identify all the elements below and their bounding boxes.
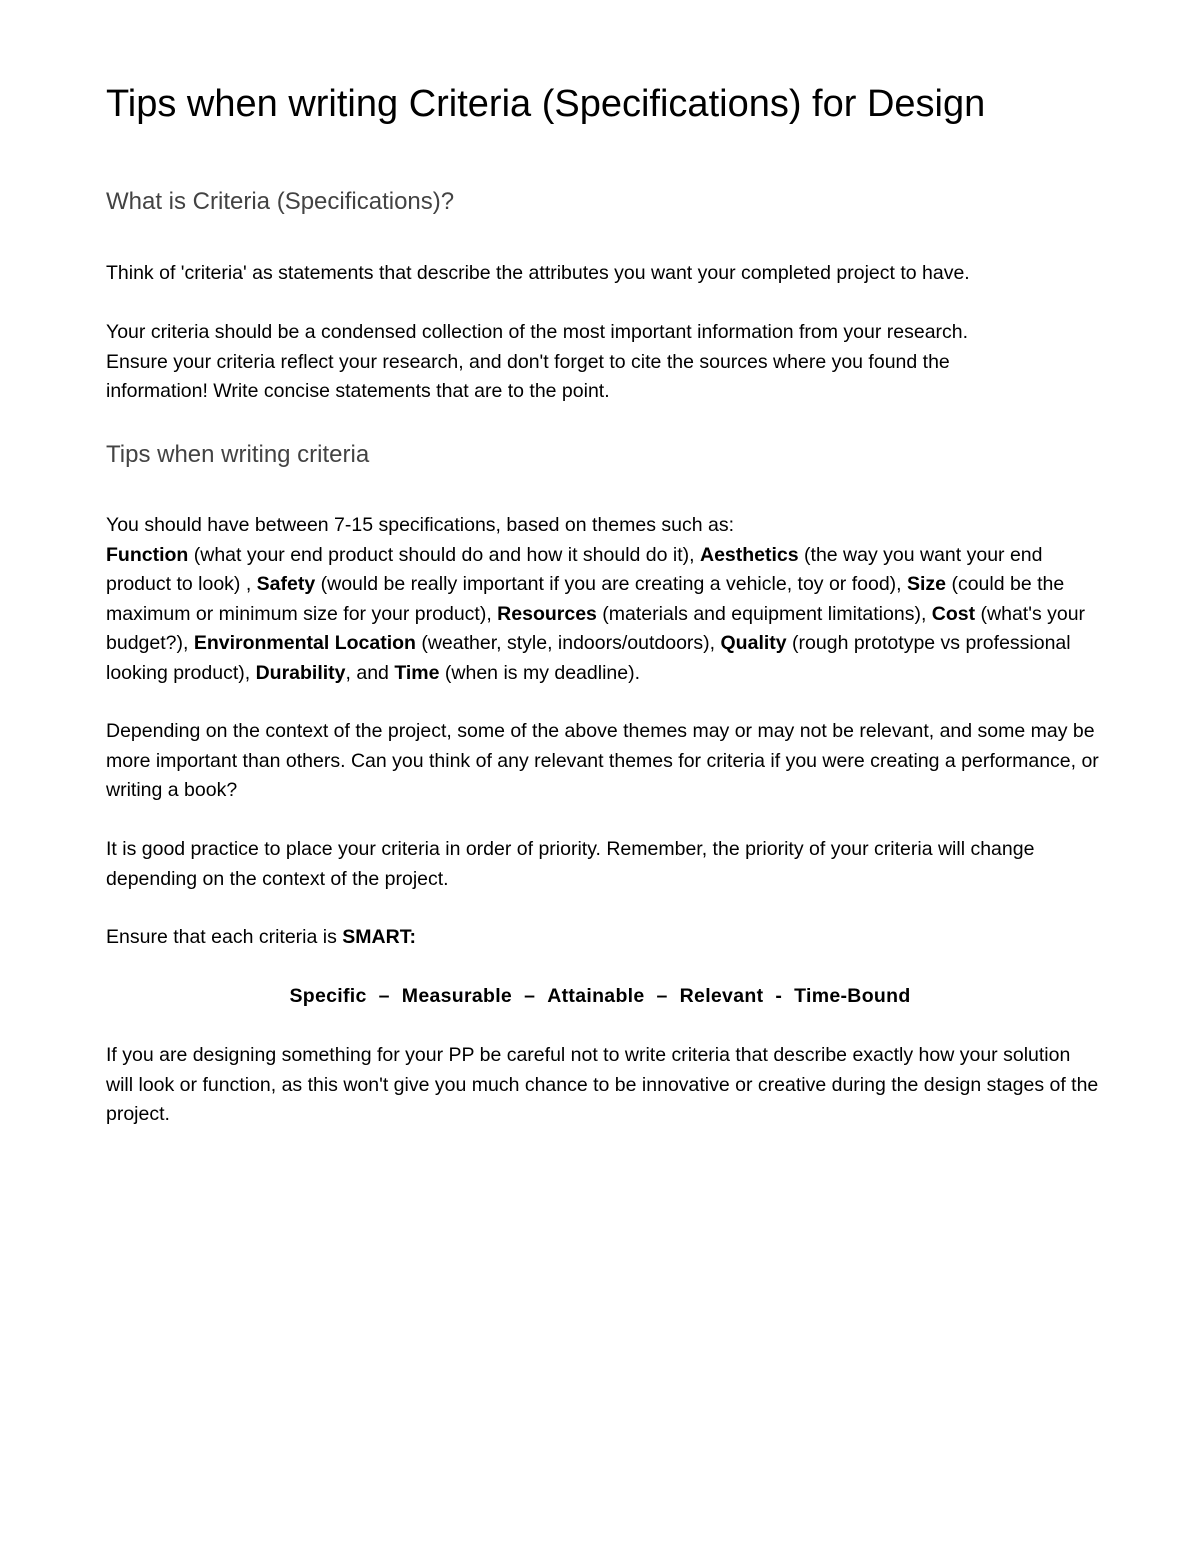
theme-desc-cost: (what's your budget?), [106,602,1086,654]
theme-desc-safety: (would be really important if you are creating a vehicle, toy or food), [315,573,907,595]
smart-acronym-row [0,982,1200,1012]
theme-term-resources: Resources [497,602,597,625]
theme-desc-aesthetics: (the way you want your end product to look) , [106,543,1043,595]
theme-desc-resources: (materials and equipment limitations), [596,602,932,625]
themes-intro: You should have between 7-15 specifications, based on themes such as: [106,514,735,536]
smart-item-measurable: Measurable [401,985,513,1007]
theme-desc-durability: , and [345,661,395,684]
theme-desc-environmental-location: (weather, style, indoors/outdoors), [415,632,721,654]
theme-term-safety: Safety [256,573,316,595]
theme-term-function: Function [106,543,189,566]
paragraph-research [106,318,1101,407]
document-title: Tips when writing Criteria (Specifications) for Design [106,83,986,125]
smart-item-specific: Specific [289,985,367,1007]
theme-term-quality: Quality [720,632,787,654]
paragraph-think-of-criteria: Think of 'criteria' as statements that describe the attributes you want your completed project to have. [106,262,970,284]
theme-term-time: Time [394,661,440,684]
theme-term-aesthetics: Aesthetics [699,543,799,566]
theme-desc-size: (could be the maximum or minimum size for your product), [106,573,1065,625]
theme-desc-function: (what your end product should do and how it should do it), [188,543,700,566]
theme-term-durability: Durability [255,661,346,684]
smart-item-time-bound: Time-Bound [794,985,911,1007]
research-line: information! Write concise statements that are to the point. [106,380,610,402]
theme-desc-time: (when is my deadline). [439,661,641,684]
paragraph-depending-on-context: Depending on the context of the project, some of the above themes may or may not be relevant, and some may be more important than others. Can you think of any relevant themes for criteria if you were creating a performance, or writing a book? [106,720,1099,801]
smart-item-attainable: Attainable [547,985,645,1007]
theme-term-environmental-location: Environmental Location [193,632,416,654]
smart-separator: - [775,985,783,1007]
paragraph-order-of-priority: It is good practice to place your criteria in order of priority. Remember, the priority of your criteria will change depending on the context of the project. [106,838,1035,890]
heading-tips-writing-criteria: Tips when writing criteria [106,441,370,468]
smart-item-relevant: Relevant [679,985,764,1007]
research-line: Ensure your criteria reflect your research, and don't forget to cite the sources where you found the [106,350,950,373]
smart-separator: – [656,985,668,1007]
paragraph-ensure-smart [106,923,1101,953]
smart-prefix: Ensure that each criteria is [106,926,343,948]
paragraph-themes [106,511,1101,688]
themes-list [106,541,1101,689]
research-line: Your criteria should be a condensed collection of the most important information from your research. [106,321,969,343]
heading-what-is-criteria: What is Criteria (Specifications)? [106,188,455,215]
theme-term-cost: Cost [931,602,976,625]
theme-term-size: Size [907,573,947,595]
theme-desc-quality: (rough prototype vs professional looking product), [106,632,1071,684]
smart-separator: – [524,985,536,1007]
paragraph-design-caution: If you are designing something for your PP be careful not to write criteria that describe exactly how your solution will look or function, as this won't give you much chance to be innovative or creative during the design stages of the project. [106,1044,1099,1125]
smart-separator: – [378,985,390,1007]
smart-word: SMART: [342,926,416,948]
